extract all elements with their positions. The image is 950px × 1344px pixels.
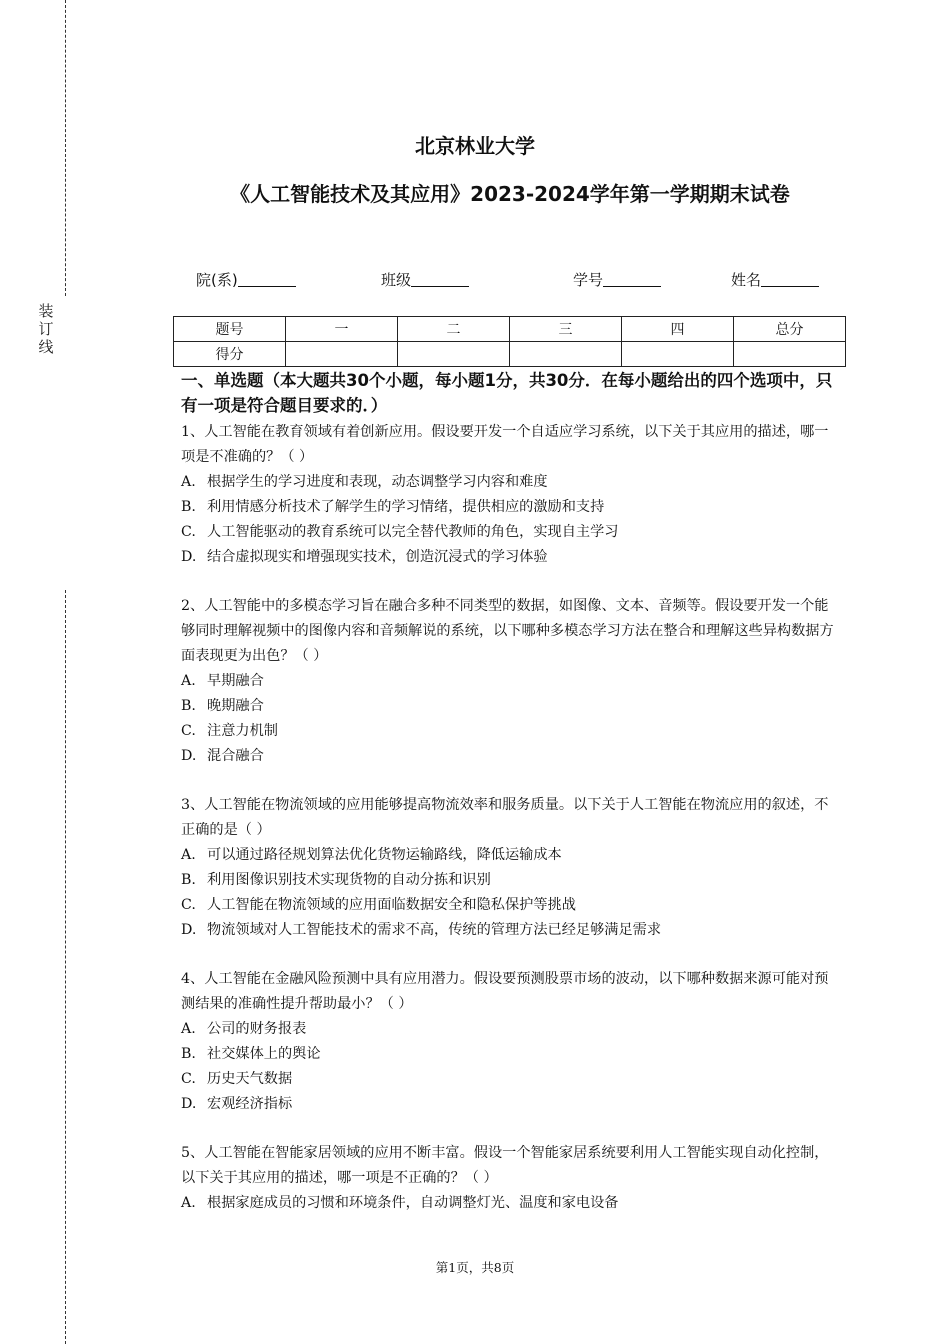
option	[181, 545, 841, 570]
option-text: 社交媒体上的舆论	[207, 1046, 321, 1062]
class-blank[interactable]	[411, 270, 469, 287]
student-info-row	[0, 269, 950, 293]
student-id-blank[interactable]	[603, 270, 661, 287]
school-name: 北京林业大学	[415, 134, 535, 158]
option	[181, 1042, 841, 1067]
option-text: 物流领域对人工智能技术的需求不高，传统的管理方法已经足够满足需求	[207, 922, 662, 938]
option-letter: D.	[181, 748, 197, 764]
department-blank[interactable]	[238, 270, 296, 287]
option-letter: A.	[181, 474, 196, 490]
question	[181, 1141, 841, 1216]
option-text: 人工智能在物流领域的应用面临数据安全和隐私保护等挑战	[207, 897, 576, 913]
option	[181, 669, 841, 694]
question-text: 3、人工智能在物流领域的应用能够提高物流效率和服务质量。以下关于人工智能在物流应用的叙述，不正确的是（ ）	[181, 797, 829, 838]
score-table	[173, 316, 846, 367]
option	[181, 495, 841, 520]
score-table-header-row	[174, 317, 846, 342]
option-letter: B.	[181, 1046, 196, 1062]
binding-label	[36, 302, 56, 356]
option	[181, 868, 841, 893]
option-letter: B.	[181, 872, 196, 888]
option-text: 公司的财务报表	[207, 1021, 307, 1037]
score-cell[interactable]	[734, 342, 846, 367]
option-text: 利用情感分析技术了解学生的学习情绪，提供相应的激励和支持	[207, 499, 605, 515]
option-letter: C.	[181, 524, 196, 540]
question	[181, 793, 841, 943]
name-label: 姓名	[731, 271, 762, 289]
question	[181, 967, 841, 1117]
name-blank[interactable]	[761, 270, 819, 287]
binding-char: 线	[38, 338, 54, 356]
option-letter: C.	[181, 723, 196, 739]
binding-line-bottom	[65, 590, 66, 1344]
option-text: 混合融合	[207, 748, 264, 764]
score-header-cell: 总分	[734, 317, 846, 342]
option	[181, 1017, 841, 1042]
option-text: 宏观经济指标	[207, 1096, 293, 1112]
score-header-cell: 四	[622, 317, 734, 342]
option-text: 人工智能驱动的教育系统可以完全替代教师的角色，实现自主学习	[207, 524, 619, 540]
score-header-cell: 一	[286, 317, 398, 342]
option	[181, 843, 841, 868]
option	[181, 719, 841, 744]
question-text: 2、人工智能中的多模态学习旨在融合多种不同类型的数据，如图像、文本、音频等。假设要开发一个能够同时理解视频中的图像内容和音频解说的系统，以下哪种多模态学习方法在整合和理解这些异构数据方面表现更为出色？（ ）	[181, 598, 834, 664]
option-text: 根据学生的学习进度和表现，动态调整学习内容和难度	[207, 474, 548, 490]
score-cell[interactable]	[510, 342, 622, 367]
binding-char: 装	[38, 302, 54, 320]
option-text: 结合虚拟现实和增强现实技术，创造沉浸式的学习体验	[207, 549, 548, 565]
option-text: 注意力机制	[207, 723, 278, 739]
option	[181, 470, 841, 495]
page-footer: 第1页，共8页	[435, 1260, 515, 1275]
score-cell[interactable]	[398, 342, 510, 367]
score-table-score-row	[174, 342, 846, 367]
option-text: 利用图像识别技术实现货物的自动分拣和识别	[207, 872, 491, 888]
option-letter: C.	[181, 897, 196, 913]
score-header-cell: 二	[398, 317, 510, 342]
option	[181, 893, 841, 918]
option	[181, 694, 841, 719]
option-text: 早期融合	[207, 673, 264, 689]
name-field[interactable]	[731, 269, 819, 290]
score-cell[interactable]	[622, 342, 734, 367]
class-label: 班级	[381, 271, 412, 289]
option	[181, 1092, 841, 1117]
option-letter: D.	[181, 1096, 197, 1112]
option	[181, 918, 841, 943]
option-text: 根据家庭成员的习惯和环境条件，自动调整灯光、温度和家电设备	[207, 1195, 619, 1211]
question-text: 1、人工智能在教育领域有着创新应用。假设要开发一个自适应学习系统，以下关于其应用的描述，哪一项是不准确的？（ ）	[181, 424, 829, 465]
option-letter: A.	[181, 1195, 196, 1211]
option-letter: A.	[181, 1021, 196, 1037]
department-field[interactable]	[196, 269, 296, 290]
option-letter: A.	[181, 673, 196, 689]
exam-title: 《人工智能技术及其应用》2023-2024学年第一学期期末试卷	[230, 182, 790, 206]
question-text: 4、人工智能在金融风险预测中具有应用潜力。假设要预测股票市场的波动，以下哪种数据来源可能对预测结果的准确性提升帮助最小？（ ）	[181, 971, 829, 1012]
option	[181, 520, 841, 545]
question-text: 5、人工智能在智能家居领域的应用不断丰富。假设一个智能家居系统要利用人工智能实现自动化控制，以下关于其应用的描述，哪一项是不正确的？（ ）	[181, 1145, 829, 1186]
option-letter: C.	[181, 1071, 196, 1087]
score-header-cell: 三	[510, 317, 622, 342]
exam-content	[181, 368, 841, 1240]
option-text: 晚期融合	[207, 698, 264, 714]
option-letter: D.	[181, 549, 197, 565]
question	[181, 420, 841, 570]
option	[181, 1191, 841, 1216]
option-text: 可以通过路径规划算法优化货物运输路线，降低运输成本	[207, 847, 562, 863]
option-letter: A.	[181, 847, 196, 863]
section-heading: 一、单选题（本大题共30个小题，每小题1分，共30分．在每小题给出的四个选项中，只有一项是符合题目要求的．）	[181, 371, 833, 415]
option-letter: B.	[181, 499, 196, 515]
option	[181, 1067, 841, 1092]
department-label: 院(系)	[196, 271, 238, 289]
score-cell[interactable]	[286, 342, 398, 367]
option-letter: D.	[181, 922, 197, 938]
binding-char: 订	[38, 320, 54, 338]
student-id-field[interactable]	[573, 269, 661, 290]
option-letter: B.	[181, 698, 196, 714]
score-row-label: 得分	[174, 342, 286, 367]
question	[181, 594, 841, 769]
score-header-cell: 题号	[174, 317, 286, 342]
option-text: 历史天气数据	[207, 1071, 293, 1087]
student-id-label: 学号	[573, 271, 604, 289]
class-field[interactable]	[381, 269, 469, 290]
option	[181, 744, 841, 769]
